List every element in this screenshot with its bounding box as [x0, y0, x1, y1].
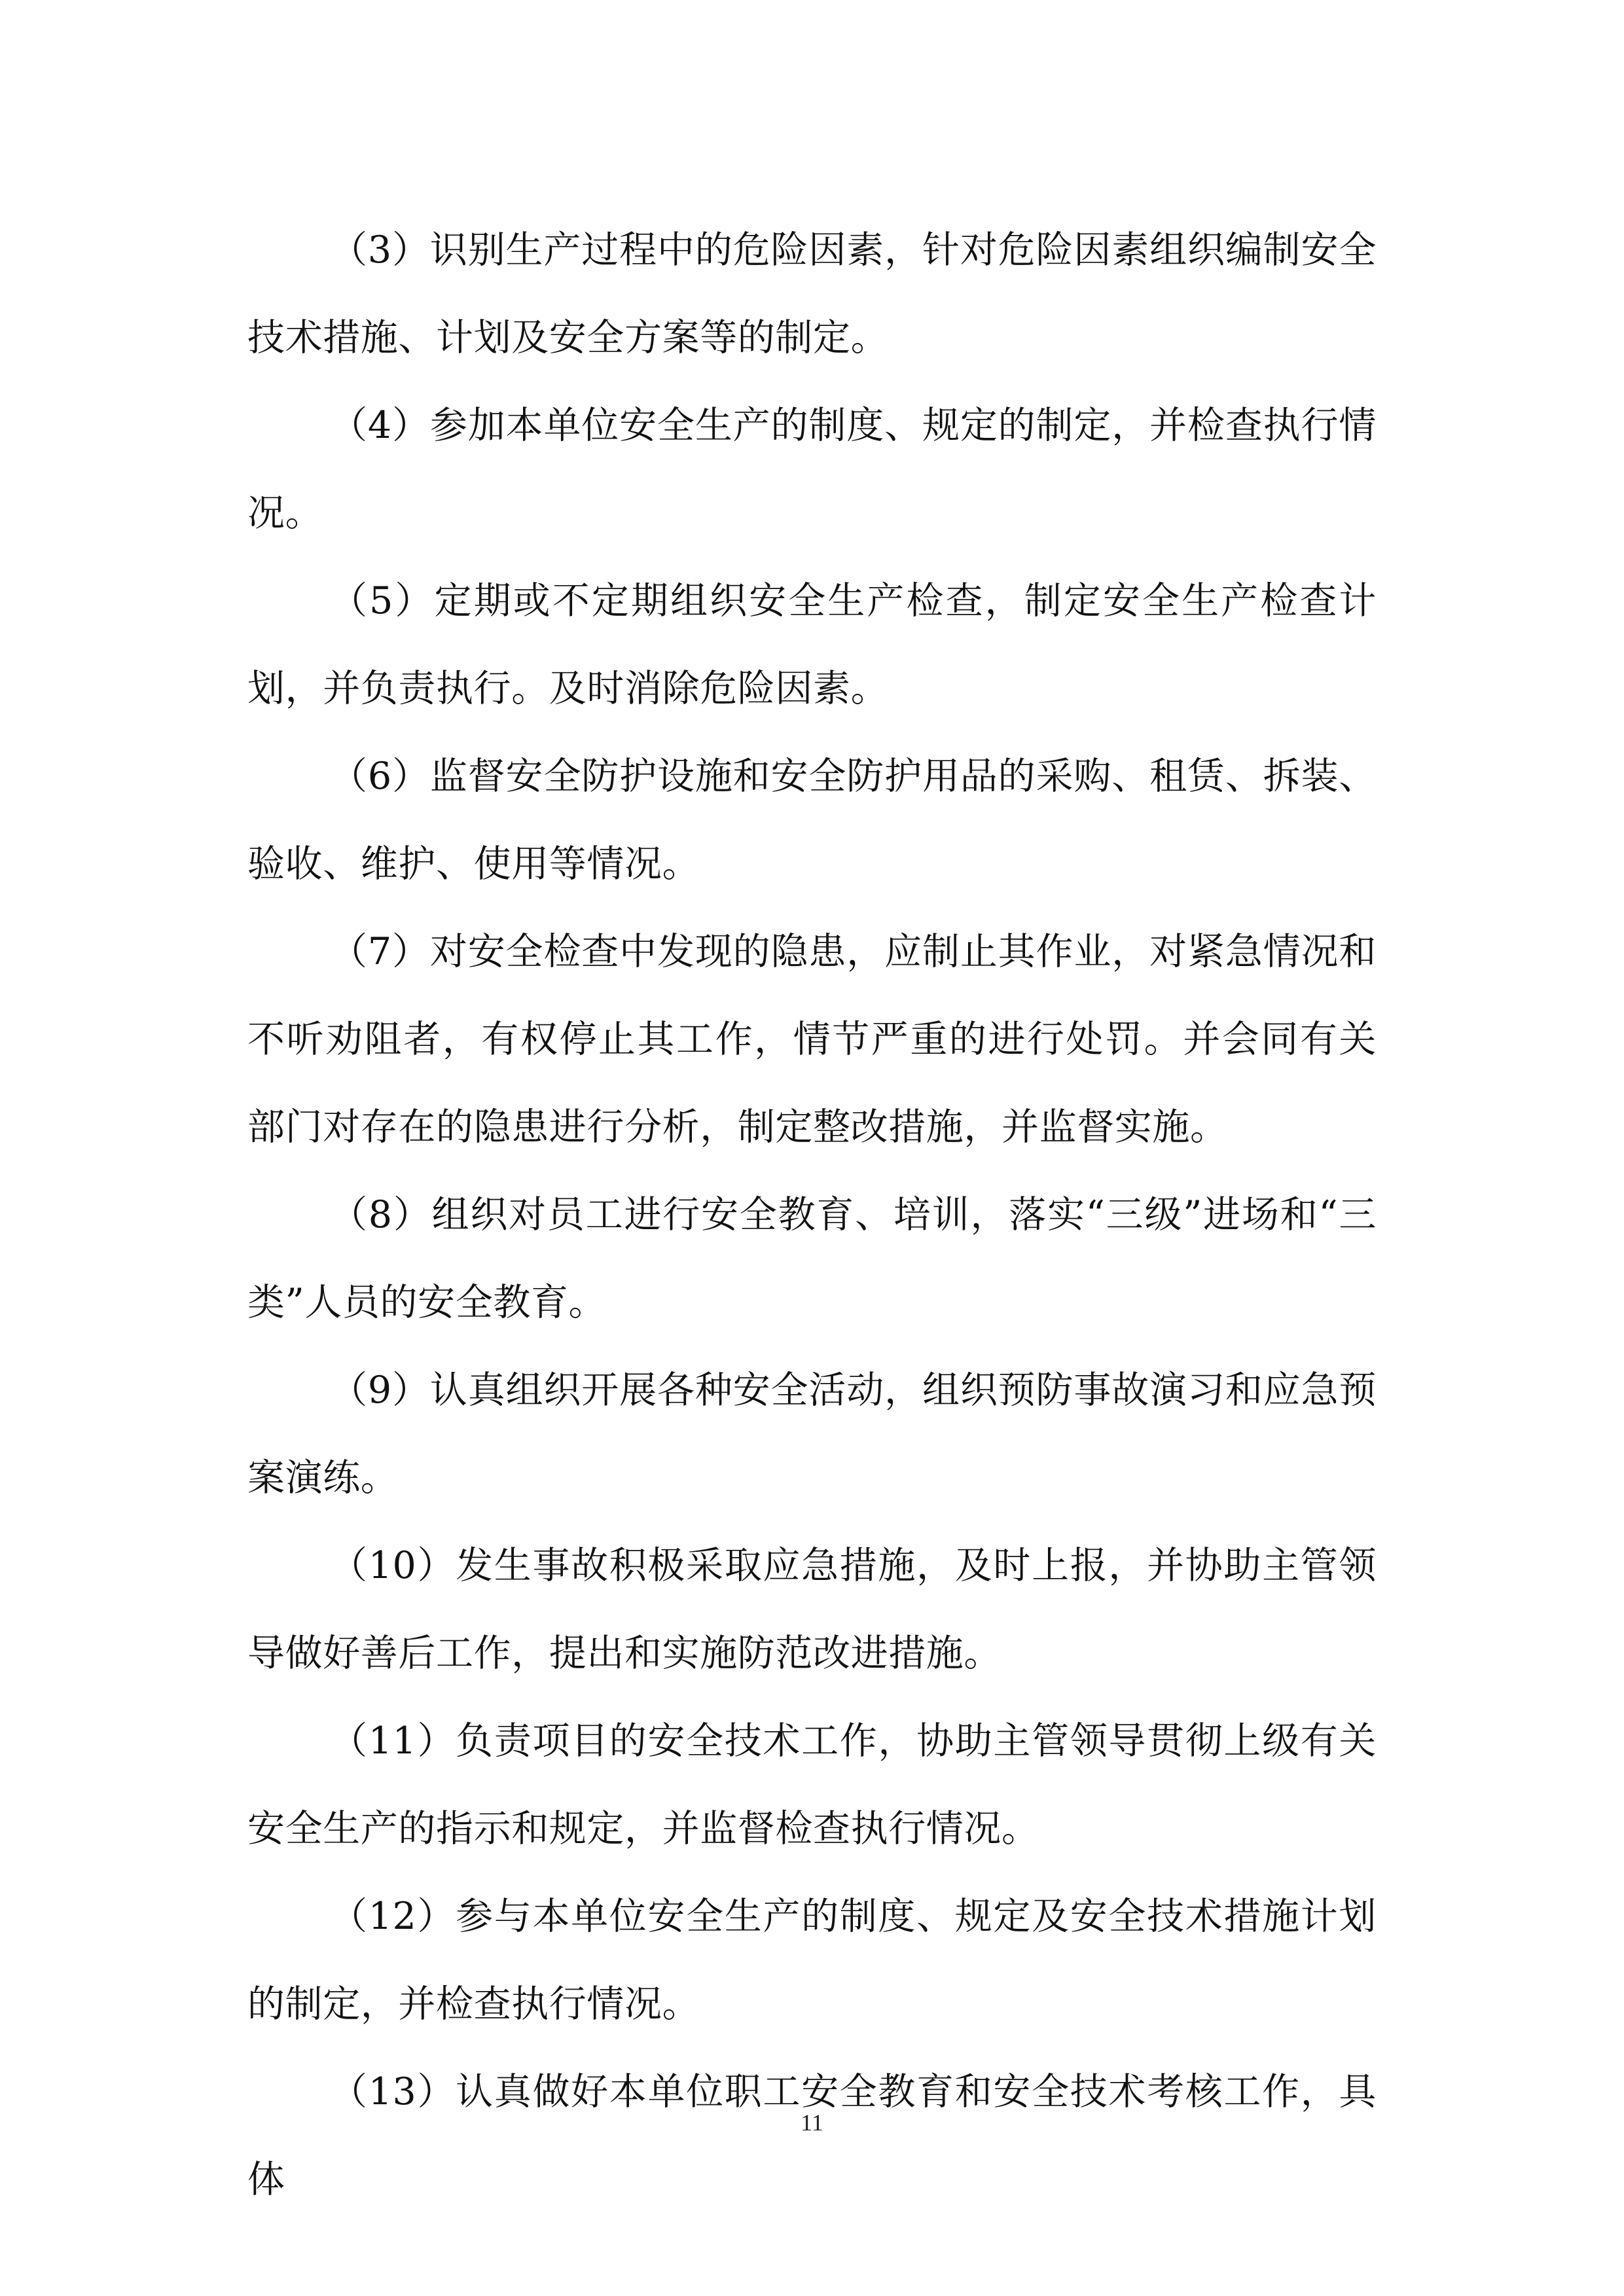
paragraph-item-4: （4）参加本单位安全生产的制度、规定的制定，并检查执行情况。 [247, 404, 1377, 535]
paragraph-item-11: （11）负责项目的安全技术工作，协助主管领导贯彻上级有关安全生产的指示和规定，并监督检查执行情况。 [247, 1719, 1377, 1850]
paragraph-item-9: （9）认真组织开展各种安全活动，组织预防事故演习和应急预案演练。 [247, 1369, 1377, 1499]
paragraph-item-8: （8）组织对员工进行安全教育、培训，落实“三级”进场和“三类”人员的安全教育。 [247, 1193, 1377, 1324]
document-body [247, 206, 1377, 2223]
paragraph-item-6: （6）监督安全防护设施和安全防护用品的采购、租赁、拆装、验收、维护、使用等情况。 [247, 755, 1377, 886]
paragraph-item-13: （13）认真做好本单位职工安全教育和安全技术考核工作，具体 [247, 2070, 1377, 2201]
paragraph-item-3: （3）识别生产过程中的危险因素，针对危险因素组织编制安全技术措施、计划及安全方案等的制定。 [247, 228, 1377, 359]
paragraph-item-7: （7）对安全检查中发现的隐患，应制止其作业，对紧急情况和不听劝阻者，有权停止其工作，情节严重的进行处罚。并会同有关部门对存在的隐患进行分析，制定整改措施，并监督实施。 [247, 930, 1377, 1149]
page-number: 11 [801, 2109, 823, 2136]
paragraph-item-5: （5）定期或不定期组织安全生产检查，制定安全生产检查计划，并负责执行。及时消除危险因素。 [247, 579, 1377, 710]
paragraph-item-10: （10）发生事故积极采取应急措施，及时上报，并协助主管领导做好善后工作，提出和实施防范改进措施。 [247, 1544, 1377, 1675]
paragraph-item-12: （12）参与本单位安全生产的制度、规定及安全技术措施计划的制定，并检查执行情况。 [247, 1895, 1377, 2026]
